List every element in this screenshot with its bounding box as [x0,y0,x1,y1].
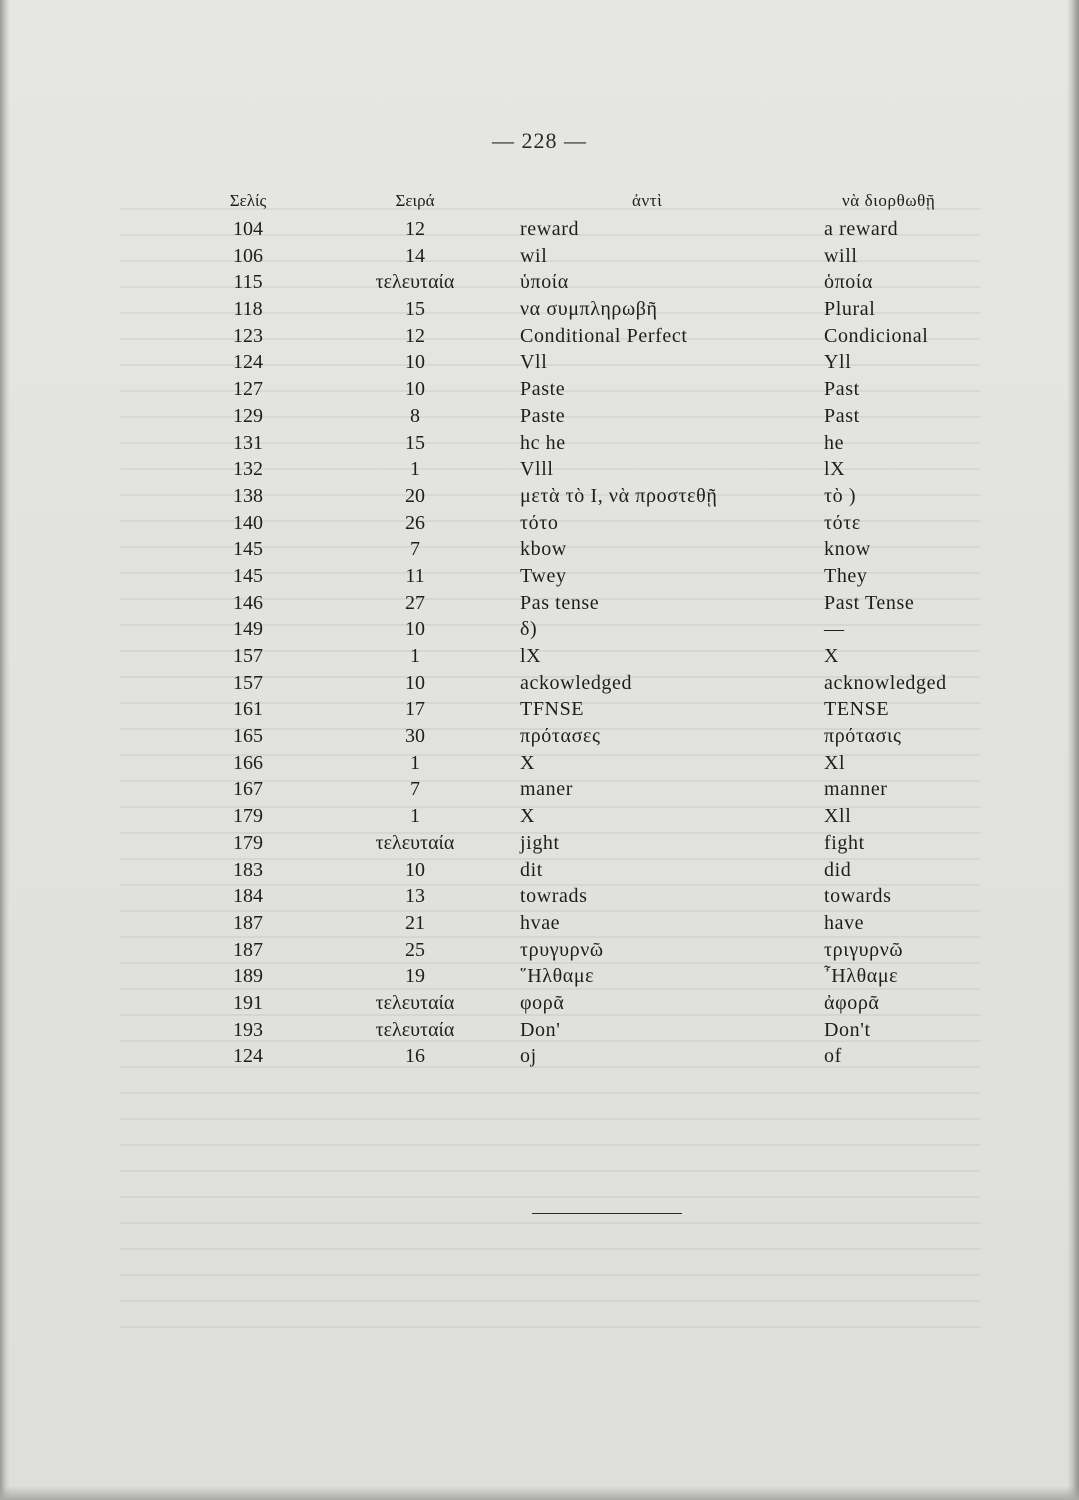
table-row [0,563,1079,590]
table-row [0,670,1079,697]
page-edge-bottom [0,1486,1079,1500]
row-wrong: Don' [520,1018,561,1041]
table-row [0,963,1079,990]
table-row [0,510,1079,537]
row-page: 115 [233,271,263,294]
row-wrong: πρότασες [520,725,601,748]
row-line: 8 [410,404,420,427]
row-line: 10 [405,618,425,641]
row-page: 131 [233,431,263,454]
table-row [0,403,1079,430]
row-page: 132 [233,458,263,481]
row-page: 191 [233,991,263,1014]
row-line: 12 [405,218,425,240]
table-row [0,910,1079,937]
row-wrong: wil [520,244,548,267]
table-row [0,883,1079,910]
table-row [0,243,1079,270]
row-line: 10 [405,378,425,401]
row-wrong: kbow [520,538,567,561]
row-line: 10 [405,671,425,694]
table-row [0,776,1079,803]
table-row [0,830,1079,857]
row-page: 124 [233,1045,263,1068]
row-page: 138 [233,484,263,507]
row-wrong: να συμπληρωβῆ [520,298,658,321]
row-correction: manner [824,778,888,801]
row-line: 27 [405,591,425,614]
row-page: 106 [233,244,263,267]
table-row [0,990,1079,1017]
row-line: 10 [405,858,425,881]
table-row [0,376,1079,403]
row-line: 19 [405,965,425,988]
row-correction: acknowledged [824,671,947,694]
table-row [0,483,1079,510]
table-row [0,536,1079,563]
row-wrong: jight [520,831,560,854]
row-wrong: ὑποία [520,271,569,294]
row-correction: he [824,431,845,454]
row-wrong: lX [520,645,542,667]
table-row [0,1043,1079,1070]
table-row [0,216,1079,243]
row-correction: know [824,538,871,561]
row-correction: Xll [824,805,852,828]
row-page: 167 [233,778,263,801]
row-page: 129 [233,404,263,427]
row-page: 104 [233,218,263,240]
table-row [0,723,1079,750]
row-correction: τὸ ) [824,484,857,507]
row-page: 165 [233,725,263,748]
row-line: τελευταία [375,271,455,294]
table-row [0,430,1079,457]
row-correction: X [824,645,840,667]
table-row [0,590,1079,617]
row-correction: towards [824,885,892,908]
row-wrong: TFNSE [520,698,585,721]
row-correction: TENSE [824,698,890,721]
row-page: 184 [233,885,263,908]
row-wrong: reward [520,218,580,240]
row-line: 7 [410,778,420,801]
row-page: 157 [233,645,263,667]
row-correction: Plural [824,298,876,321]
row-wrong: hc he [520,431,566,454]
header-line: Σειρά [395,191,435,210]
row-correction: did [824,858,852,881]
row-correction: They [824,564,868,587]
row-page: 118 [233,298,263,321]
row-correction: Xl [824,751,846,774]
table-row [0,803,1079,830]
row-wrong: towrads [520,885,588,908]
table-row [0,750,1079,777]
row-correction: τότε [824,511,861,534]
row-line: 1 [410,751,420,774]
row-line: 11 [405,564,425,587]
row-wrong: Pas tense [520,591,600,614]
row-wrong: Paste [520,404,566,427]
header-correction: νὰ διορθωθῇ [842,191,936,210]
row-correction: ῏Ηλθαμε [824,965,899,988]
row-page: 127 [233,378,263,401]
row-correction: of [824,1045,842,1068]
errata-table [0,186,1079,1070]
row-line: 12 [405,324,425,347]
row-page: 189 [233,965,263,988]
table-row [0,857,1079,884]
row-line: τελευταία [375,1018,455,1041]
row-wrong: X [520,751,536,774]
row-correction: have [824,911,865,934]
row-line: 7 [410,538,420,561]
row-line: τελευταία [375,831,455,854]
row-wrong: τρυγυρνῶ [520,938,604,961]
row-line: 10 [405,351,425,374]
row-line: 13 [405,885,425,908]
row-line: 16 [405,1045,425,1068]
table-row [0,349,1079,376]
row-line: 30 [405,725,425,748]
table-row [0,296,1079,323]
table-body [0,216,1079,1070]
row-wrong: τότο [520,511,559,534]
row-correction: fight [824,831,865,854]
row-page: 124 [233,351,263,374]
row-wrong: dit [520,858,543,881]
row-wrong: Paste [520,378,566,401]
row-line: 25 [405,938,425,961]
row-correction: πρότασις [824,725,902,748]
row-correction: lX [824,458,846,481]
row-line: 14 [405,244,425,267]
table-row [0,323,1079,350]
header-instead: ἀντὶ [632,191,663,210]
row-page: 187 [233,938,263,961]
row-page: 179 [233,831,263,854]
row-correction: Past Tense [824,591,915,614]
row-page: 183 [233,858,263,881]
row-page: 179 [233,805,263,828]
row-line: 15 [405,298,425,321]
row-line: 1 [410,458,420,481]
row-page: 161 [233,698,263,721]
row-page: 187 [233,911,263,934]
row-page: 193 [233,1018,263,1041]
row-page: 157 [233,671,263,694]
row-wrong: maner [520,778,573,801]
header-page: Σελίς [229,191,267,210]
row-page: 146 [233,591,263,614]
closing-rule [532,1213,682,1214]
row-line: 1 [410,805,420,828]
row-wrong: ῞Ηλθαμε [520,965,595,988]
row-wrong: Twey [520,564,567,587]
table-header [0,186,1079,216]
row-wrong: Vlll [520,458,554,481]
row-wrong: Conditional Perfect [520,324,688,347]
row-correction: Yll [824,351,852,374]
row-page: 140 [233,511,263,534]
table-row [0,1017,1079,1044]
row-line: 17 [405,698,425,721]
row-wrong: οj [520,1045,537,1068]
row-correction: Don't [824,1018,871,1041]
row-correction: ὁποία [824,271,873,294]
row-wrong: ackowledged [520,671,633,694]
table-row [0,269,1079,296]
page-number: — 228 — [492,128,587,153]
row-wrong: hvae [520,911,561,934]
row-wrong: μετὰ τὸ Ι, νὰ προστεθῇ [520,484,718,507]
row-line: τελευταία [375,991,455,1014]
table-row [0,696,1079,723]
row-page: 166 [233,751,263,774]
row-page: 145 [233,538,263,561]
row-page: 123 [233,324,263,347]
row-correction: Past [824,378,860,401]
table-row [0,616,1079,643]
row-wrong: φορᾶ [520,991,565,1014]
row-line: 20 [405,484,425,507]
row-line: 1 [410,645,420,667]
row-wrong: Vll [520,351,548,374]
row-page: 149 [233,618,263,641]
table-row [0,937,1079,964]
row-correction: Past [824,404,860,427]
row-line: 26 [405,511,425,534]
row-wrong: δ) [520,618,538,641]
row-correction: a reward [824,218,899,240]
row-page: 145 [233,564,263,587]
row-correction: Condicional [824,324,929,347]
row-correction: will [824,244,858,267]
row-wrong: X [520,805,536,828]
row-correction: — [824,618,845,641]
table-row [0,456,1079,483]
row-line: 15 [405,431,425,454]
row-correction: τριγυρνῶ [824,938,904,961]
row-correction: ἀφορᾶ [824,991,880,1014]
table-row [0,643,1079,670]
row-line: 21 [405,911,425,934]
